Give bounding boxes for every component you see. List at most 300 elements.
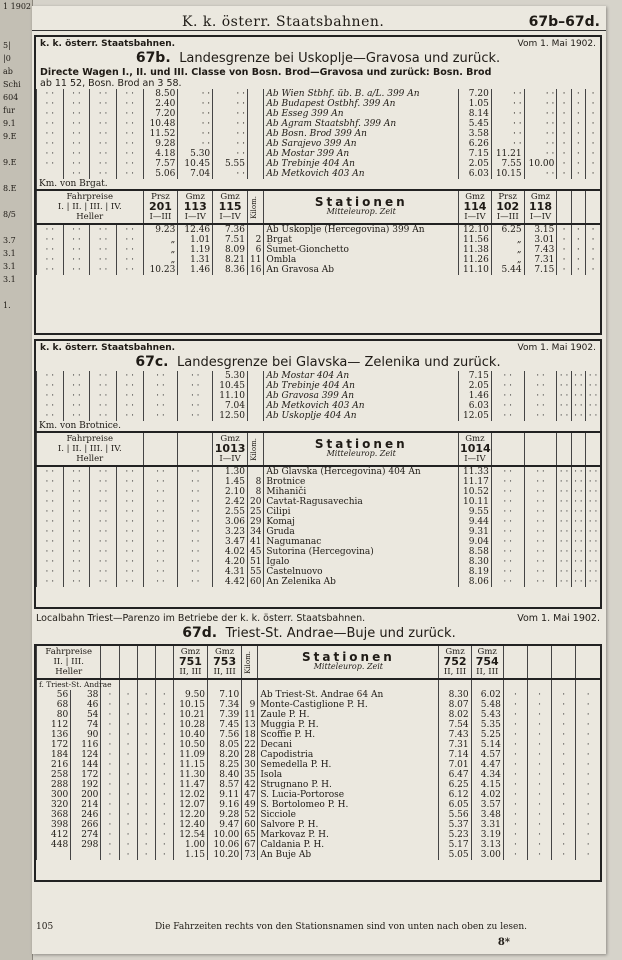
station-name: Semedella P. H. <box>258 760 439 770</box>
fare-cell: · · <box>491 557 524 567</box>
time-cell: 7.55 <box>491 159 524 169</box>
fare-cell: · · <box>116 567 143 577</box>
page-number: 105 <box>36 922 54 932</box>
fare-cell: · · <box>178 467 213 477</box>
fare-cell: · <box>586 255 600 265</box>
edge-fragment: 5| <box>3 41 11 50</box>
fare-cell: · · <box>90 401 117 411</box>
station-name: Mihaniči <box>264 487 459 497</box>
time-cell: 10.52 <box>459 487 492 497</box>
blank-cell: · <box>155 800 173 810</box>
fare-cell: · <box>557 255 571 265</box>
blank-cell: · <box>503 720 527 730</box>
fare-cell: · <box>571 119 585 129</box>
edge-fragment: 3.1 <box>3 275 16 284</box>
time-cell: 1.15 <box>173 850 207 860</box>
blank-cell: · <box>576 750 600 760</box>
train-type: Prsz <box>151 192 170 202</box>
km-cell: 8 <box>247 477 263 487</box>
km-cell: 47 <box>242 790 258 800</box>
fare-cell: · · <box>37 401 64 411</box>
blank-cell: · <box>503 800 527 810</box>
fare-cell: · · <box>90 225 117 235</box>
fare-cell: · <box>586 225 600 235</box>
fare-unit: Heller <box>76 212 104 222</box>
table-row <box>37 547 601 557</box>
fare-cell: · · <box>491 381 524 391</box>
fare-cell: · · <box>524 567 557 577</box>
blank-cell: · <box>155 810 173 820</box>
time-cell: 10.11 <box>459 497 492 507</box>
edge-fragment <box>0 13 32 26</box>
station-name: Gruda <box>264 527 459 537</box>
time-cell: · · <box>178 129 213 139</box>
km-cell: 49 <box>242 800 258 810</box>
time-cell: 3.57 <box>471 800 503 810</box>
blank-cell: · <box>101 760 119 770</box>
fare-cell: · · <box>178 401 213 411</box>
fare-cell: · · <box>90 537 117 547</box>
station-name: Ab Bosn. Brod 399 An <box>264 129 459 139</box>
blank-cell: · <box>503 840 527 850</box>
time-cell: 2.42 <box>213 497 248 507</box>
section-title <box>36 49 600 67</box>
time-cell: 3.58 <box>459 129 492 139</box>
edge-fragment <box>0 481 32 494</box>
km-cell: 25 <box>247 507 263 517</box>
adjacent-page-edge <box>0 0 33 960</box>
blank-cell: · <box>119 710 137 720</box>
time-cell: 5.25 <box>471 730 503 740</box>
table-row <box>37 255 601 265</box>
section-67c <box>34 339 602 609</box>
edge-fragment: 8.E <box>3 184 17 193</box>
fare-cell: · <box>557 225 571 235</box>
fare-cell: · · <box>586 517 600 527</box>
table-row <box>37 830 601 840</box>
table-row <box>37 517 601 527</box>
reading-note: Die Fahrzeiten rechts von den Stationsnamen sind von unten nach oben zu lesen. <box>154 922 528 932</box>
fare-cell: · · <box>557 487 571 497</box>
edge-fragment: 3.1 <box>3 249 16 258</box>
fare-cell: · · <box>37 477 64 487</box>
blank-cell: · <box>101 740 119 750</box>
blank-cell <box>258 680 439 690</box>
train-type: Gmz <box>185 192 205 202</box>
table-row <box>37 487 601 497</box>
fare-cell: · · <box>143 577 178 587</box>
blank-cell: · <box>527 770 551 780</box>
kilom-header <box>248 190 264 224</box>
edge-fragment: 1. <box>3 301 11 310</box>
station-name: Decani <box>258 740 439 750</box>
time-cell: 9.23 <box>143 225 178 235</box>
valid-from: Vom 1. Mai 1902. <box>517 343 596 353</box>
connection-row <box>37 89 601 99</box>
time-cell: 6.26 <box>459 139 492 149</box>
fare-cell: · · <box>90 159 117 169</box>
time-cell: 8.06 <box>459 577 492 587</box>
time-cell: 7.43 <box>439 730 471 740</box>
fare-cell: · <box>571 109 585 119</box>
fare-cell: · · <box>116 265 143 275</box>
fare-cell: · <box>557 265 571 275</box>
fare-cell <box>71 850 101 860</box>
section-67d <box>34 644 602 882</box>
fare-cell: · · <box>571 517 585 527</box>
fare-cell: · · <box>557 497 571 507</box>
fare-cell: · · <box>491 507 524 517</box>
signature-mark: 8* <box>497 937 510 948</box>
km-cell <box>247 401 263 411</box>
station-name: Brotnice <box>264 477 459 487</box>
fare-cell: · · <box>37 89 64 99</box>
fare-cell: 412 <box>37 830 71 840</box>
time-cell: 6.25 <box>491 225 524 235</box>
time-cell: 7.04 <box>213 401 248 411</box>
fare-cell: · · <box>178 381 213 391</box>
time-cell: · · <box>178 99 213 109</box>
fare-cell: 448 <box>37 840 71 850</box>
time-cell: 3.47 <box>213 537 248 547</box>
fare-cell: · · <box>37 149 64 159</box>
edge-fragment <box>0 403 32 416</box>
blank-cell: · <box>503 850 527 860</box>
blank-cell: · <box>101 720 119 730</box>
train-classes: I—IV <box>464 454 486 464</box>
km-cell: 6 <box>247 245 263 255</box>
blank-cell: · <box>527 790 551 800</box>
fare-cell: · · <box>586 547 600 557</box>
blank-cell: · <box>576 840 600 850</box>
fare-cell: · · <box>63 159 90 169</box>
edge-fragment <box>0 429 32 442</box>
fare-cell: · · <box>90 391 117 401</box>
fare-cell: · · <box>90 235 117 245</box>
train-classes: II, III <box>179 667 202 677</box>
time-cell: 7.36 <box>213 225 248 235</box>
km-cell: 11 <box>242 710 258 720</box>
connection-row <box>37 129 601 139</box>
time-cell: „ <box>143 255 178 265</box>
fare-cell: · · <box>63 235 90 245</box>
table-row <box>37 225 601 235</box>
running-head <box>32 6 606 31</box>
time-cell: 1.45 <box>213 477 248 487</box>
stationen-header <box>264 432 459 466</box>
table-row <box>37 810 601 820</box>
km-cell <box>247 119 263 129</box>
station-name: Ab Trebinje 404 An <box>264 381 459 391</box>
fare-cell: · · <box>571 467 585 477</box>
stationen-label: Stationen <box>314 437 408 451</box>
fare-cell: · · <box>143 557 178 567</box>
time-cell: 12.07 <box>173 800 207 810</box>
stations-table <box>36 225 600 275</box>
stationen-label: Stationen <box>301 650 395 664</box>
blank-cell: · <box>503 820 527 830</box>
fare-cell: · · <box>586 557 600 567</box>
blank-cell: · <box>503 740 527 750</box>
fare-cell: · · <box>37 381 64 391</box>
train-number: 115 <box>218 200 242 213</box>
fare-cell: · · <box>116 487 143 497</box>
blank-cell: · <box>552 700 576 710</box>
fare-cell: · · <box>586 381 600 391</box>
time-cell: 9.16 <box>208 800 242 810</box>
time-cell: 7.45 <box>208 720 242 730</box>
time-cell: 4.57 <box>471 750 503 760</box>
time-cell: 12.54 <box>173 830 207 840</box>
time-cell: 4.20 <box>213 557 248 567</box>
fare-cell: · · <box>491 477 524 487</box>
time-cell: 1.30 <box>213 467 248 477</box>
time-cell: · · <box>524 109 557 119</box>
time-cell: 11.09 <box>173 750 207 760</box>
fare-origin-row <box>37 680 601 690</box>
fare-cell: · · <box>586 577 600 587</box>
time-cell: · · <box>524 119 557 129</box>
train-number: 752 <box>443 655 467 668</box>
fare-cell: · · <box>116 467 143 477</box>
fare-cell: · · <box>63 109 90 119</box>
time-cell: 11.30 <box>173 770 207 780</box>
connection-row <box>37 169 601 179</box>
fare-label: Fahrpreise <box>45 647 92 657</box>
time-cell: 8.07 <box>439 700 471 710</box>
edge-fragment <box>0 390 32 403</box>
fare-cell: · · <box>90 411 117 421</box>
blank-cell: · <box>137 750 155 760</box>
edge-fragment: fur <box>3 106 15 115</box>
time-cell: · · <box>491 109 524 119</box>
km-cell: 51 <box>247 557 263 567</box>
edge-fragment <box>0 442 32 455</box>
time-cell: · · <box>178 89 213 99</box>
edge-fragment: 604 <box>3 93 19 102</box>
time-cell: 5.35 <box>471 720 503 730</box>
connection-row <box>37 371 601 381</box>
train-header <box>143 190 178 224</box>
blank-cell: · <box>137 850 155 860</box>
fare-cell: · · <box>90 255 117 265</box>
time-cell: 11.56 <box>459 235 492 245</box>
fare-cell: · · <box>143 487 178 497</box>
station-name: Ab Trebinje 404 An <box>264 159 459 169</box>
blank-header <box>557 432 571 466</box>
blank-cell: · <box>576 730 600 740</box>
through-cars-line-1: Directe Wagen I., II. und III. Classe von Bosn. Brod—Gravosa und zurück: Bosn. Brod <box>40 67 492 78</box>
fare-cell: · · <box>143 537 178 547</box>
time-cell: 12.02 <box>173 790 207 800</box>
fare-cell: 398 <box>37 820 71 830</box>
kilom-header <box>248 432 264 466</box>
edge-fragment <box>0 377 32 390</box>
table-row <box>37 265 601 275</box>
blank-cell: · <box>576 690 600 700</box>
blank-cell: · <box>503 780 527 790</box>
fare-cell: · · <box>116 255 143 265</box>
fare-cell: · · <box>63 537 90 547</box>
edge-fragment <box>0 533 32 546</box>
edge-fragment <box>0 507 32 520</box>
train-number: 113 <box>183 200 207 213</box>
blank-cell: · <box>503 690 527 700</box>
section-67d-header <box>32 609 606 624</box>
fare-cell: · · <box>557 411 571 421</box>
edge-fragment: 3.7 <box>3 236 16 245</box>
fare-cell: · · <box>571 381 585 391</box>
fare-cell: · · <box>116 507 143 517</box>
time-cell: 9.47 <box>208 820 242 830</box>
fare-cell: · · <box>557 477 571 487</box>
blank-cell <box>439 680 471 690</box>
time-cell: 10.20 <box>208 850 242 860</box>
fare-cell: · · <box>90 547 117 557</box>
fare-cell: · <box>586 159 600 169</box>
fare-unit: Heller <box>76 454 104 464</box>
train-type: Gmz <box>220 434 240 444</box>
time-cell: · · <box>178 119 213 129</box>
fare-cell: · · <box>143 547 178 557</box>
fare-cell: · · <box>37 391 64 401</box>
table-row <box>37 477 601 487</box>
blank-header <box>101 646 119 679</box>
fare-cell: · · <box>178 537 213 547</box>
time-cell: 2.10 <box>213 487 248 497</box>
fare-cell: 184 <box>37 750 71 760</box>
blank-cell: · <box>137 690 155 700</box>
train-classes: I—IV <box>464 212 486 222</box>
train-type: Gmz <box>220 192 240 202</box>
blank-cell: · <box>155 710 173 720</box>
station-name: Cavtat-Ragusavechia <box>264 497 459 507</box>
edge-fragment <box>0 520 32 533</box>
table-row <box>37 730 601 740</box>
fare-cell: · · <box>116 477 143 487</box>
fare-cell: · · <box>491 527 524 537</box>
time-cell: 8.14 <box>459 109 492 119</box>
section-number: 67b. <box>135 50 171 66</box>
fare-cell: · · <box>37 245 64 255</box>
fare-cell: · · <box>557 517 571 527</box>
time-cell: „ <box>143 245 178 255</box>
blank-cell: · <box>101 730 119 740</box>
fare-cell: · · <box>63 255 90 265</box>
blank-cell: · <box>552 800 576 810</box>
time-cell: 8.50 <box>143 89 178 99</box>
time-cell: 5.45 <box>459 119 492 129</box>
fare-cell: · · <box>524 411 557 421</box>
fare-cell: · · <box>90 169 117 179</box>
station-name: Zaule P. H. <box>258 710 439 720</box>
kilom-header <box>242 646 258 679</box>
kilom-label: Kilom. <box>250 437 259 461</box>
fare-cell: · · <box>90 371 117 381</box>
table-row <box>37 235 601 245</box>
fare-cell: 200 <box>71 790 101 800</box>
fare-cell: · · <box>90 381 117 391</box>
fare-cell: · · <box>90 557 117 567</box>
edge-fragment: Schi <box>3 80 21 89</box>
blank-cell: · <box>552 850 576 860</box>
time-cell: · · <box>213 169 248 179</box>
connection-row <box>37 411 601 421</box>
time-cell: 3.15 <box>524 225 557 235</box>
time-cell: 7.14 <box>439 750 471 760</box>
connection-row <box>37 109 601 119</box>
time-cell: 9.44 <box>459 517 492 527</box>
blank-cell: · <box>503 770 527 780</box>
blank-cell: · <box>101 700 119 710</box>
table-row <box>37 850 601 860</box>
time-cell: 9.11 <box>208 790 242 800</box>
train-number: 114 <box>463 200 487 213</box>
km-cell <box>247 381 263 391</box>
fare-cell: · · <box>143 381 178 391</box>
connection-row <box>37 381 601 391</box>
blank-cell: · <box>552 810 576 820</box>
blank-cell: · <box>576 830 600 840</box>
fare-header <box>37 432 144 466</box>
time-cell: 7.01 <box>439 760 471 770</box>
time-cell: · · <box>213 119 248 129</box>
blank-header <box>552 646 576 679</box>
blank-header <box>557 190 571 224</box>
blank-cell: · <box>101 820 119 830</box>
time-cell: 11.26 <box>459 255 492 265</box>
fare-cell: · · <box>491 411 524 421</box>
edge-fragment <box>0 338 32 351</box>
fare-cell: · · <box>63 487 90 497</box>
time-cell: · · <box>213 89 248 99</box>
km-cell <box>247 149 263 159</box>
fare-cell: · · <box>143 467 178 477</box>
fare-cell: · · <box>116 527 143 537</box>
table-row <box>37 527 601 537</box>
time-cell: · · <box>524 129 557 139</box>
fare-cell: · · <box>37 567 64 577</box>
time-cell: · · <box>213 99 248 109</box>
blank-header <box>137 646 155 679</box>
train-type: Prsz <box>498 192 518 202</box>
header-row <box>37 432 601 466</box>
fare-cell: · · <box>116 371 143 381</box>
fare-cell: · · <box>557 401 571 411</box>
blank-cell: · <box>503 830 527 840</box>
fare-cell: · · <box>571 391 585 401</box>
time-cell: 12.10 <box>459 225 492 235</box>
fare-cell: 124 <box>71 750 101 760</box>
km-cell: 29 <box>247 517 263 527</box>
km-cell: 52 <box>242 810 258 820</box>
blank-cell: · <box>576 780 600 790</box>
blank-cell: · <box>503 730 527 740</box>
time-cell: 11.33 <box>459 467 492 477</box>
fare-cell: · · <box>63 517 90 527</box>
time-cell: 7.57 <box>143 159 178 169</box>
train-number: 754 <box>475 655 499 668</box>
station-name: Ab Sarajevo 399 An <box>264 139 459 149</box>
time-cell: 2.05 <box>459 159 492 169</box>
fare-cell: · · <box>37 225 64 235</box>
fare-cell: · <box>586 245 600 255</box>
fare-cell: 320 <box>37 800 71 810</box>
time-cell: „ <box>491 235 524 245</box>
header-row <box>37 646 601 679</box>
fare-cell: 298 <box>71 840 101 850</box>
km-cell: 35 <box>242 770 258 780</box>
